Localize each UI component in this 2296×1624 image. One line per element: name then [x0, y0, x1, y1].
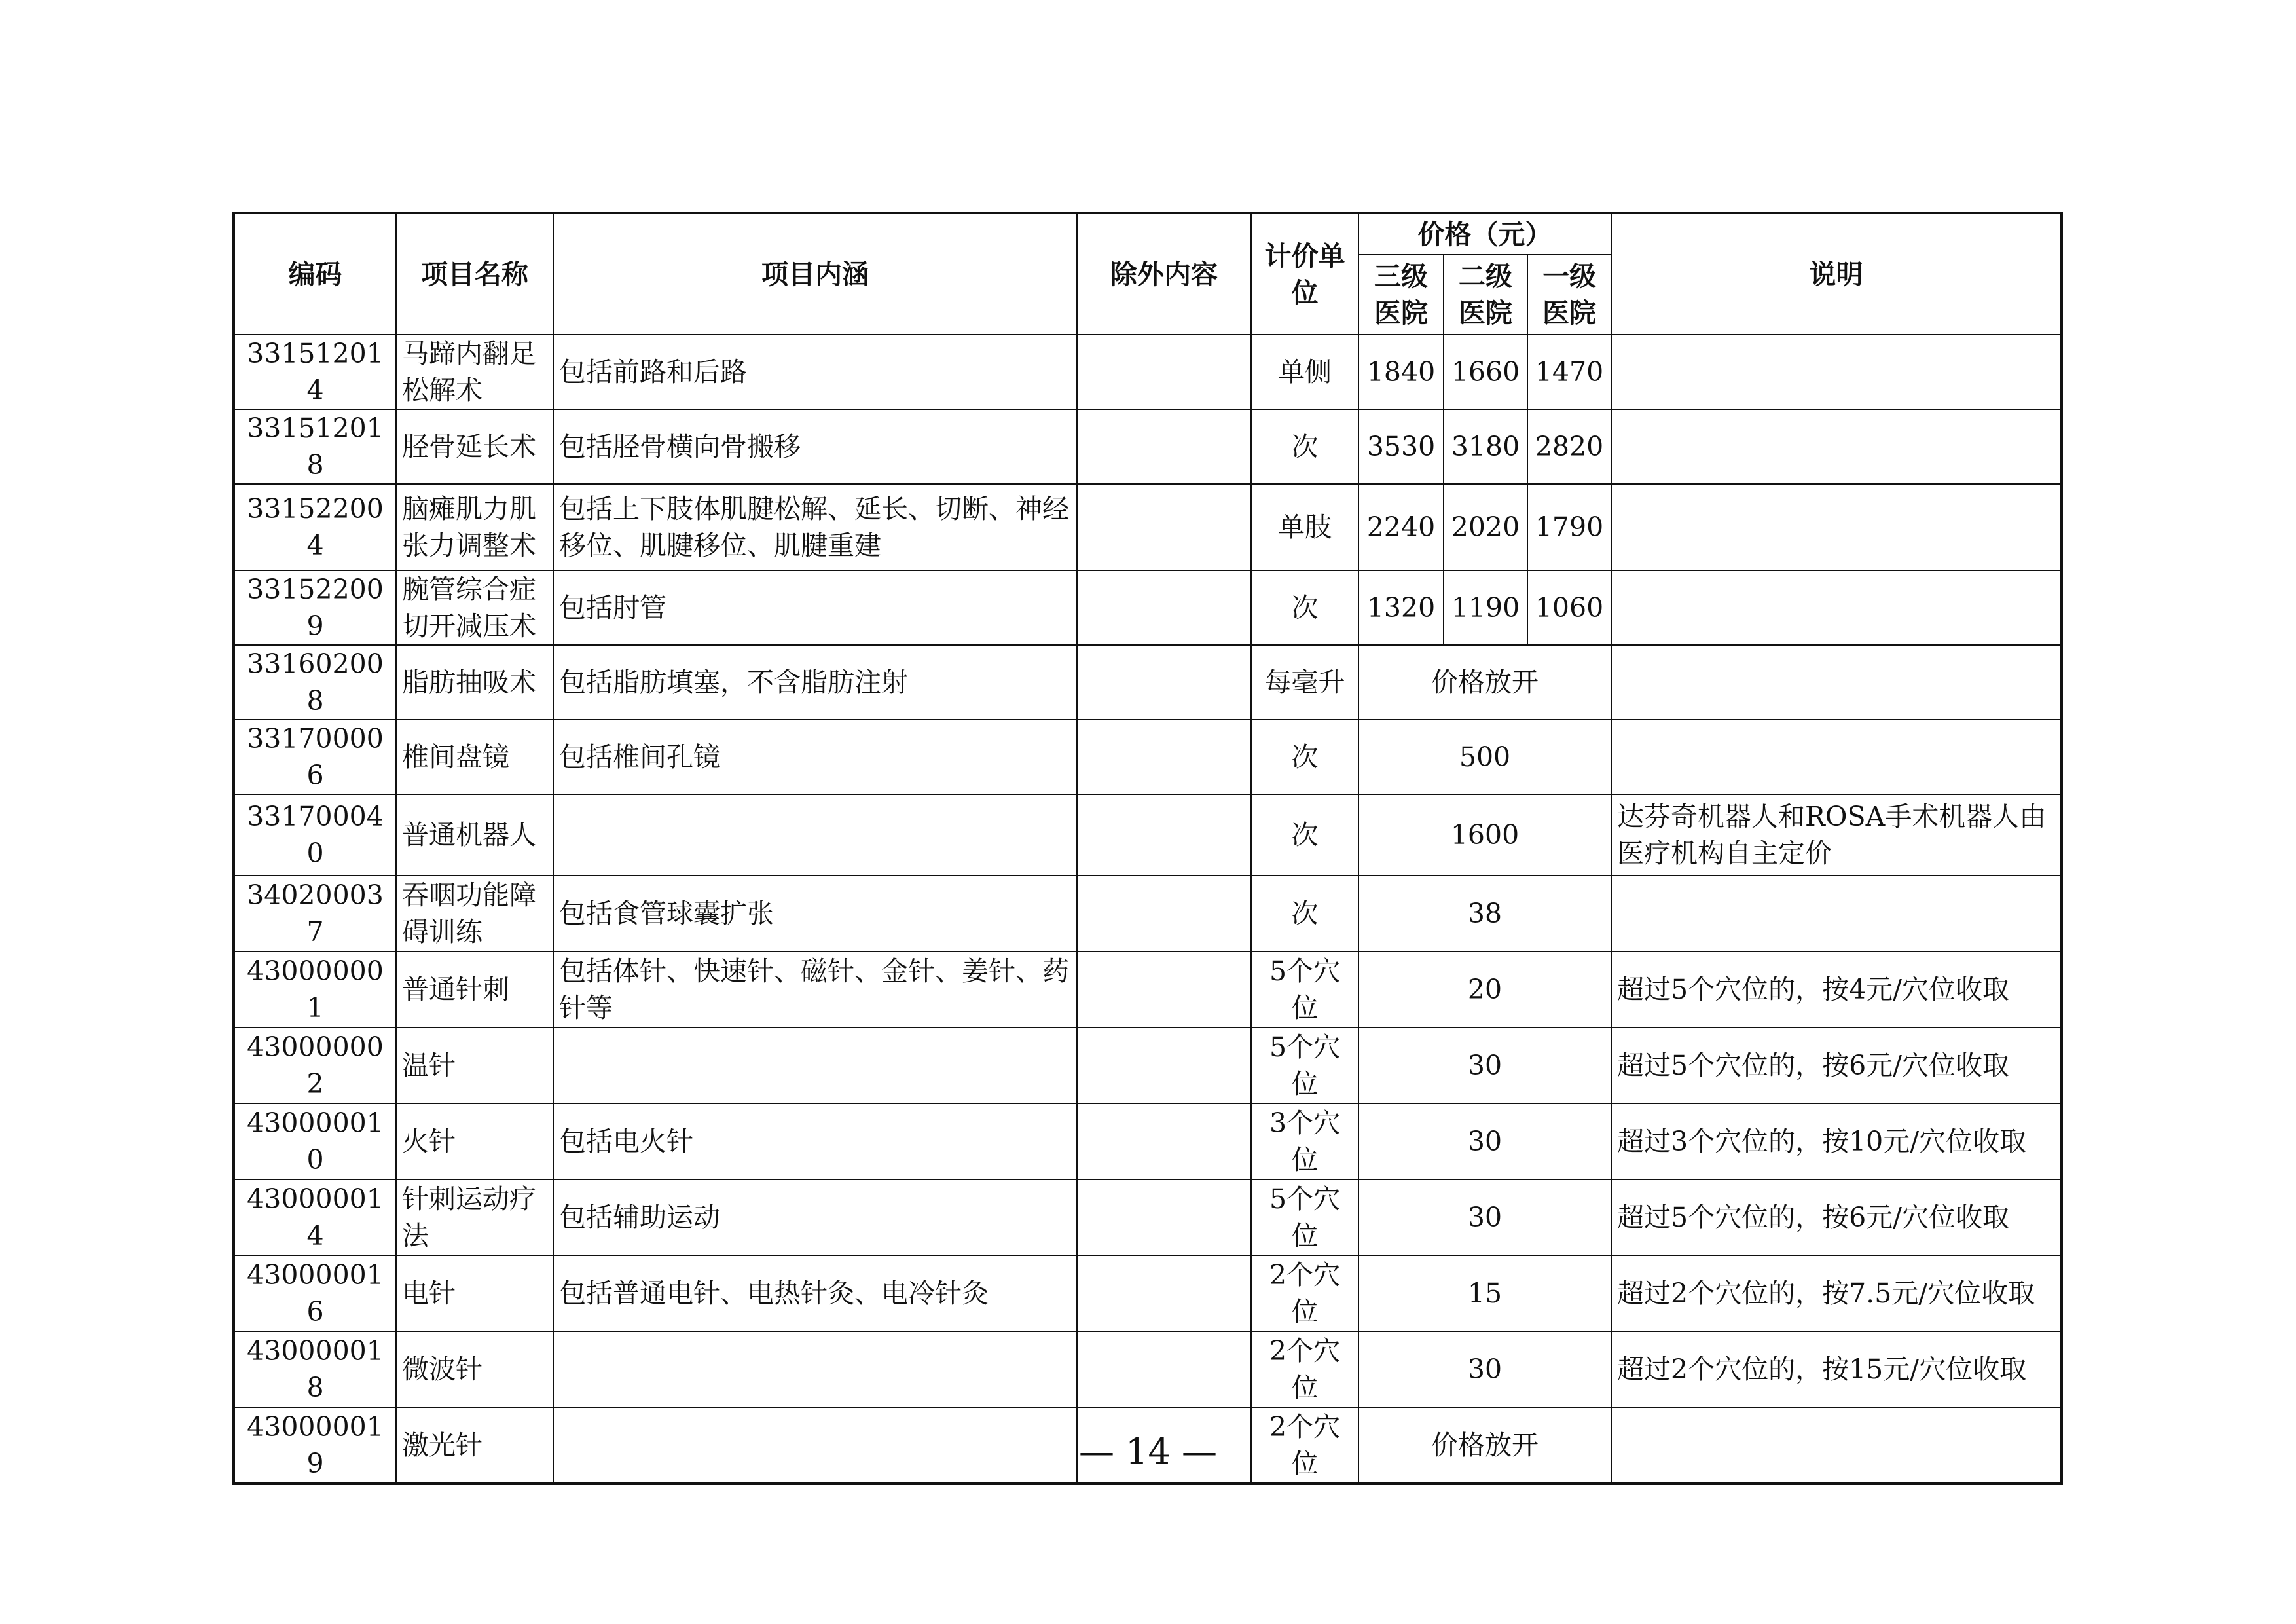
cell-code: 331602008 — [234, 645, 396, 720]
cell-code: 331700006 — [234, 720, 396, 794]
cell-price: 1600 — [1358, 794, 1611, 876]
table-row — [234, 1103, 2062, 1179]
table-row — [234, 1255, 2062, 1331]
cell-price: 15 — [1358, 1255, 1611, 1331]
table-row — [234, 645, 2062, 720]
table-row — [234, 409, 2062, 484]
cell-note — [1611, 570, 2062, 645]
header-name: 项目名称 — [396, 213, 553, 335]
cell-unit: 每毫升 — [1251, 645, 1358, 720]
cell-unit: 2个穴位 — [1251, 1407, 1358, 1483]
cell-price: 价格放开 — [1358, 1407, 1611, 1483]
cell-exclusions — [1077, 1331, 1251, 1407]
cell-unit: 次 — [1251, 720, 1358, 794]
cell-name: 腕管综合症切开减压术 — [396, 570, 553, 645]
cell-price-level1: 1470 — [1527, 335, 1611, 409]
cell-note — [1611, 335, 2062, 409]
cell-name: 普通针刺 — [396, 951, 553, 1027]
header-exclusions: 除外内容 — [1077, 213, 1251, 335]
table-row — [234, 720, 2062, 794]
cell-code: 331522009 — [234, 570, 396, 645]
table-row — [234, 1179, 2062, 1255]
cell-content — [553, 794, 1077, 876]
table-row — [234, 484, 2062, 570]
table-row — [234, 876, 2062, 951]
table-row — [234, 951, 2062, 1027]
table-header — [234, 213, 2062, 335]
cell-name: 温针 — [396, 1027, 553, 1103]
cell-code: 430000002 — [234, 1027, 396, 1103]
cell-unit: 2个穴位 — [1251, 1331, 1358, 1407]
header-price-level2: 二级医院 — [1444, 255, 1527, 335]
cell-content — [553, 1331, 1077, 1407]
cell-code: 430000019 — [234, 1407, 396, 1483]
header-price-group: 价格（元） — [1358, 213, 1611, 255]
cell-code: 430000014 — [234, 1179, 396, 1255]
cell-name: 吞咽功能障碍训练 — [396, 876, 553, 951]
cell-price: 30 — [1358, 1331, 1611, 1407]
cell-note — [1611, 720, 2062, 794]
cell-note: 超过2个穴位的，按7.5元/穴位收取 — [1611, 1255, 2062, 1331]
cell-note: 超过2个穴位的，按15元/穴位收取 — [1611, 1331, 2062, 1407]
cell-price-level1: 1060 — [1527, 570, 1611, 645]
cell-unit: 2个穴位 — [1251, 1255, 1358, 1331]
cell-price-level2: 3180 — [1444, 409, 1527, 484]
cell-code: 331512018 — [234, 409, 396, 484]
cell-name: 脑瘫肌力肌张力调整术 — [396, 484, 553, 570]
cell-content — [553, 1027, 1077, 1103]
cell-code: 331522004 — [234, 484, 396, 570]
cell-note — [1611, 645, 2062, 720]
header-unit: 计价单位 — [1251, 213, 1358, 335]
cell-exclusions — [1077, 484, 1251, 570]
table-body — [234, 335, 2062, 1483]
cell-unit: 次 — [1251, 794, 1358, 876]
cell-code: 331512014 — [234, 335, 396, 409]
cell-price: 30 — [1358, 1103, 1611, 1179]
cell-exclusions — [1077, 570, 1251, 645]
cell-unit: 5个穴位 — [1251, 951, 1358, 1027]
cell-code: 430000010 — [234, 1103, 396, 1179]
cell-name: 普通机器人 — [396, 794, 553, 876]
cell-exclusions — [1077, 1027, 1251, 1103]
cell-price: 500 — [1358, 720, 1611, 794]
cell-price: 20 — [1358, 951, 1611, 1027]
cell-price-level3: 3530 — [1358, 409, 1444, 484]
cell-content: 包括胫骨横向骨搬移 — [553, 409, 1077, 484]
cell-price: 价格放开 — [1358, 645, 1611, 720]
cell-price-level2: 1190 — [1444, 570, 1527, 645]
cell-content: 包括电火针 — [553, 1103, 1077, 1179]
cell-note: 达芬奇机器人和ROSA手术机器人由医疗机构自主定价 — [1611, 794, 2062, 876]
cell-price: 38 — [1358, 876, 1611, 951]
cell-name: 脂肪抽吸术 — [396, 645, 553, 720]
cell-name: 马蹄内翻足松解术 — [396, 335, 553, 409]
cell-note: 超过5个穴位的，按6元/穴位收取 — [1611, 1027, 2062, 1103]
cell-code: 430000001 — [234, 951, 396, 1027]
cell-name: 激光针 — [396, 1407, 553, 1483]
cell-content: 包括上下肢体肌腱松解、延长、切断、神经移位、肌腱移位、肌腱重建 — [553, 484, 1077, 570]
cell-code: 430000016 — [234, 1255, 396, 1331]
cell-price-level1: 1790 — [1527, 484, 1611, 570]
cell-exclusions — [1077, 409, 1251, 484]
cell-price-level2: 2020 — [1444, 484, 1527, 570]
cell-price-level2: 1660 — [1444, 335, 1527, 409]
cell-unit: 次 — [1251, 409, 1358, 484]
cell-unit: 5个穴位 — [1251, 1179, 1358, 1255]
cell-exclusions — [1077, 720, 1251, 794]
cell-note — [1611, 876, 2062, 951]
cell-content: 包括体针、快速针、磁针、金针、姜针、药针等 — [553, 951, 1077, 1027]
cell-price: 30 — [1358, 1027, 1611, 1103]
header-content: 项目内涵 — [553, 213, 1077, 335]
cell-content: 包括辅助运动 — [553, 1179, 1077, 1255]
cell-content: 包括食管球囊扩张 — [553, 876, 1077, 951]
cell-unit: 次 — [1251, 570, 1358, 645]
cell-price-level3: 1840 — [1358, 335, 1444, 409]
cell-exclusions — [1077, 951, 1251, 1027]
cell-code: 331700040 — [234, 794, 396, 876]
cell-name: 椎间盘镜 — [396, 720, 553, 794]
cell-name: 电针 — [396, 1255, 553, 1331]
cell-code: 430000018 — [234, 1331, 396, 1407]
cell-exclusions — [1077, 645, 1251, 720]
cell-name: 胫骨延长术 — [396, 409, 553, 484]
page-number: — 14 — — [1078, 1431, 1218, 1472]
cell-note — [1611, 484, 2062, 570]
cell-price-level3: 2240 — [1358, 484, 1444, 570]
cell-price-level3: 1320 — [1358, 570, 1444, 645]
table-row — [234, 1027, 2062, 1103]
cell-price-level1: 2820 — [1527, 409, 1611, 484]
header-note: 说明 — [1611, 213, 2062, 335]
cell-exclusions — [1077, 1179, 1251, 1255]
cell-unit: 3个穴位 — [1251, 1103, 1358, 1179]
cell-unit: 次 — [1251, 876, 1358, 951]
table-row — [234, 794, 2062, 876]
cell-unit: 5个穴位 — [1251, 1027, 1358, 1103]
table-row — [234, 1331, 2062, 1407]
cell-content: 包括脂肪填塞，不含脂肪注射 — [553, 645, 1077, 720]
cell-exclusions — [1077, 1255, 1251, 1331]
price-table — [232, 212, 2063, 1485]
cell-exclusions — [1077, 876, 1251, 951]
cell-name: 针刺运动疗法 — [396, 1179, 553, 1255]
cell-code: 340200037 — [234, 876, 396, 951]
cell-content: 包括普通电针、电热针灸、电冷针灸 — [553, 1255, 1077, 1331]
cell-content: 包括椎间孔镜 — [553, 720, 1077, 794]
cell-price: 30 — [1358, 1179, 1611, 1255]
cell-unit: 单肢 — [1251, 484, 1358, 570]
cell-exclusions — [1077, 335, 1251, 409]
cell-exclusions — [1077, 794, 1251, 876]
header-price-level1: 一级医院 — [1527, 255, 1611, 335]
cell-content: 包括前路和后路 — [553, 335, 1077, 409]
cell-note: 超过5个穴位的，按4元/穴位收取 — [1611, 951, 2062, 1027]
cell-note — [1611, 409, 2062, 484]
cell-content: 包括肘管 — [553, 570, 1077, 645]
cell-note: 超过3个穴位的，按10元/穴位收取 — [1611, 1103, 2062, 1179]
table-row — [234, 570, 2062, 645]
cell-name: 微波针 — [396, 1331, 553, 1407]
header-code: 编码 — [234, 213, 396, 335]
cell-exclusions — [1077, 1103, 1251, 1179]
header-price-level3: 三级医院 — [1358, 255, 1444, 335]
cell-unit: 单侧 — [1251, 335, 1358, 409]
table-row — [234, 335, 2062, 409]
cell-note: 超过5个穴位的，按6元/穴位收取 — [1611, 1179, 2062, 1255]
cell-name: 火针 — [396, 1103, 553, 1179]
